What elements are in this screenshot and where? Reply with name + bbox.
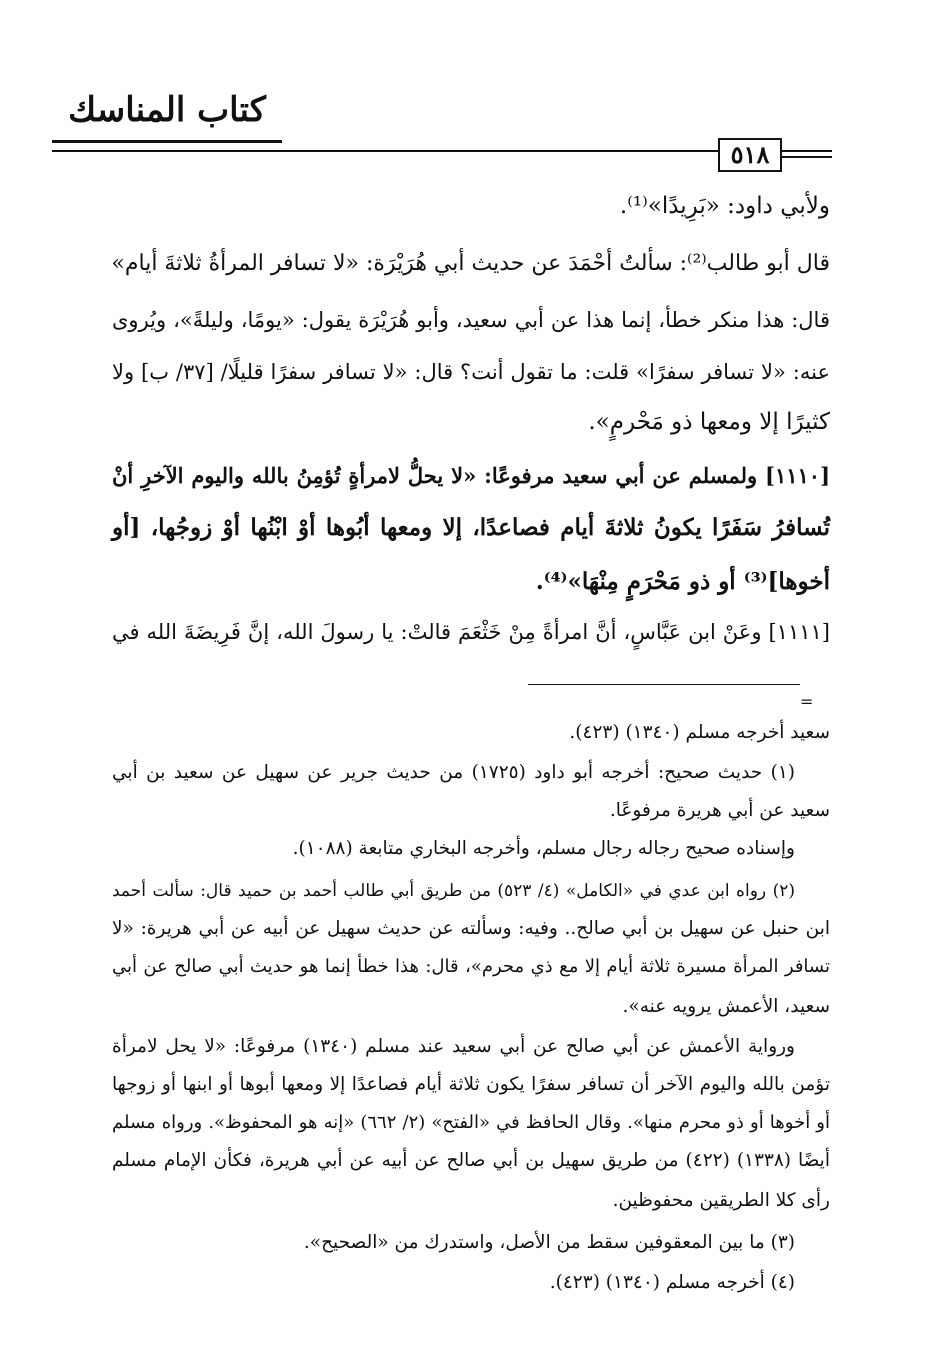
footnote-line: (١) حديث صحيح: أخرجه أبو داود (١٧٢٥) من حديث جرير عن سهيل عن سعيد بن أبي: [112, 762, 795, 783]
body-line-1: ولأبي داود: «بَرِيدًا»⁽¹⁾.: [619, 193, 830, 219]
footnote-line: أيضًا (١٣٣٨) (٤٢٢) من طريق سهيل بن أبي صالح عن أبيه عن أبي هريرة، فكأن الإمام مسلم: [112, 1150, 830, 1171]
hadith-1111-line-1: [١١١١] وعَنْ ابن عَبَّاسٍ، أنَّ امرأةً مِنْ خَثْعَمَ قالتْ: يا رسولَ الله، إنَّ فَرِيضَةَ الله في: [112, 620, 830, 644]
header-rule-right-bottom: [782, 156, 832, 158]
body-line-2: قال أبو طالب⁽²⁾: سألتُ أحْمَدَ عن حديث أبي هُرَيْرَة: «لا تسافر المرأةُ ثلاثةَ أيام»: [111, 251, 830, 276]
footnote-line: ابن حنبل عن سهيل بن أبي صالح.. وفيه: وسألته عن حديث سهيل عن أبيه عن أبي هريرة: «لا: [112, 918, 830, 939]
body-line-5: كثيرًا إلا ومعها ذو مَحْرمٍ».: [588, 409, 830, 435]
header-rule-right-top: [782, 150, 832, 152]
footnote-separator: [528, 684, 800, 685]
footnote-line: (٢) رواه ابن عدي في «الكامل» (٤/ ٥٢٣) من طريق أبي طالب أحمد بن حميد قال: سألت أحمد: [112, 881, 795, 901]
hadith-1110-line-2: تُسافرُ سَفَرًا يكونُ ثلاثةَ أيام فصاعدًا، إلا ومعها أبُوها أوْ ابْنُها أوْ زوجُها، [أو: [112, 514, 830, 541]
book-title: كتاب المناسك: [68, 90, 266, 130]
header-rule-left: [52, 150, 718, 152]
footnote-line: رأى كلا الطريقين محفوظين.: [612, 1190, 830, 1211]
body-line-3: قال: هذا منكر خطأ، إنما هذا عن أبي سعيد، وأبو هُرَيْرَة يقول: «يومًا، وليلةً»، ويُروى: [112, 308, 830, 332]
hadith-1110-line-1: [١١١٠] ولمسلم عن أبي سعيد مرفوعًا: «لا يحلُّ لامرأةٍ تُؤمِنُ بالله واليوم الآخرِ أنْ: [112, 463, 830, 488]
footnote-line: سعيد عن أبي هريرة مرفوعًا.: [609, 800, 830, 821]
footnote-line: وإسناده صحيح رجاله رجال مسلم، وأخرجه البخاري متابعة (١٠٨٨).: [292, 838, 795, 859]
footnote-line: أو أخوها أو ذو محرم منها». وقال الحافظ في «الفتح» (٢/ ٦٦٢) «إنه هو المحفوظ». ورواه مسلم: [112, 1112, 830, 1133]
body-line-4: عنه: «لا تسافر سفرًا» قلت: ما تقول أنت؟ قال: «لا تسافر سفرًا قليلًا/ [٣٧/ ب] ولا: [112, 360, 830, 384]
footnote-line: (٤) أخرجه مسلم (١٣٤٠) (٤٢٣).: [549, 1272, 795, 1293]
footnote-line: تسافر المرأة مسيرة ثلاثة أيام إلا مع ذي محرم»، قال: هذا خطأ إنما هو حديث أبي صالح عن أبي: [112, 956, 830, 977]
footnote-continuation-mark: =: [800, 692, 814, 711]
hadith-1110-line-3: أخوها]⁽³⁾ أو ذو مَحْرَمٍ مِنْهَا»⁽⁴⁾.: [535, 568, 830, 595]
footnote-line: (٣) ما بين المعقوفين سقط من الأصل، واستدرك من «الصحيح».: [303, 1232, 795, 1253]
footnote-line: ورواية الأعمش عن أبي صالح عن أبي سعيد عند مسلم (١٣٤٠) مرفوعًا: «لا يحل لامرأة: [112, 1036, 795, 1057]
page-number: ٥١٨: [718, 138, 782, 172]
footnote-line: سعيد أخرجه مسلم (١٣٤٠) (٤٢٣).: [569, 722, 830, 743]
footnote-line: سعيد، الأعمش يرويه عنه».: [622, 996, 830, 1017]
header-rule-thick: [52, 140, 282, 143]
footnote-line: تؤمن بالله واليوم الآخر أن تسافر سفرًا يكون ثلاثة أيام فصاعدًا إلا ومعها أبوها أو ابنها أو زوجها: [112, 1074, 830, 1095]
